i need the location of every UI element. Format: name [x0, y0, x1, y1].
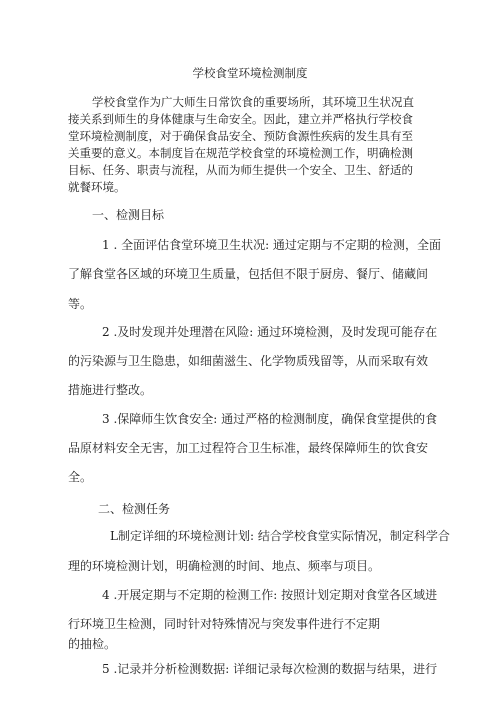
list-item-line: 5 .记录并分析检测数据: 详细记录每次检测的数据与结果，进行 — [102, 662, 438, 676]
list-item-line: 全。 — [68, 470, 93, 484]
intro-line: 就餐环境。 — [68, 180, 126, 194]
list-item-line: 的污染源与卫生隐患，如细菌滋生、化学物质残留等，从而采取有效 — [68, 354, 429, 368]
intro-line: 目标、任务、职责与流程，从而为师生提供一个安全、卫生、舒适的 — [68, 163, 413, 177]
list-item-line: 行环境卫生检测，同时针对特殊情况与突发事件进行不定期 — [68, 617, 381, 631]
document-title: 学校食堂环境检测制度 — [192, 66, 308, 80]
list-item-line: 了解食堂各区域的环境卫生质量，包括但不限于厨房、餐厅、储藏间 — [68, 267, 429, 281]
list-item-line: 1 . 全面评估食堂环境卫生状况: 通过定期与不定期的检测，全面 — [102, 238, 441, 252]
intro-line: 关重要的意义。本制度旨在规范学校食堂的环境检测工作，明确检测 — [68, 146, 413, 160]
list-item-line: 3 .保障师生饮食安全: 通过严格的检测制度，确保食堂提供的食 — [102, 412, 438, 426]
section-heading: 一、检测目标 — [92, 208, 165, 222]
list-item-line: L制定详细的环境检测计划: 结合学校食堂实际情况，制定科学合 — [110, 529, 450, 543]
list-item-line: 的抽检。 — [68, 637, 117, 651]
list-item-line: 2 .及时发现并处理潜在风险: 通过环境检测，及时发现可能存在 — [102, 325, 438, 339]
list-item-line: 品原材料安全无害，加工过程符合卫生标准，最终保障师生的饮食安 — [68, 441, 429, 455]
list-item-line: 4 .开展定期与不定期的检测工作: 按照计划定期对食堂各区域进 — [102, 588, 438, 602]
intro-line: 堂环境检测制度，对于确保食品安全、预防食源性疾病的发生具有至 — [68, 129, 413, 143]
section-heading: 二、检测任务 — [98, 502, 171, 516]
intro-line: 学校食堂作为广大师生日常饮食的重要场所，其环境卫生状况直 — [92, 95, 414, 109]
list-item-line: 等。 — [68, 297, 93, 311]
list-item-line: 理的环境检测计划，明确检测的时间、地点、频率与项目。 — [68, 559, 381, 573]
list-item-line: 措施进行整改。 — [68, 383, 153, 397]
intro-line: 接关系到师生的身体健康与生命安全。因此，建立并严格执行学校食 — [68, 112, 413, 126]
